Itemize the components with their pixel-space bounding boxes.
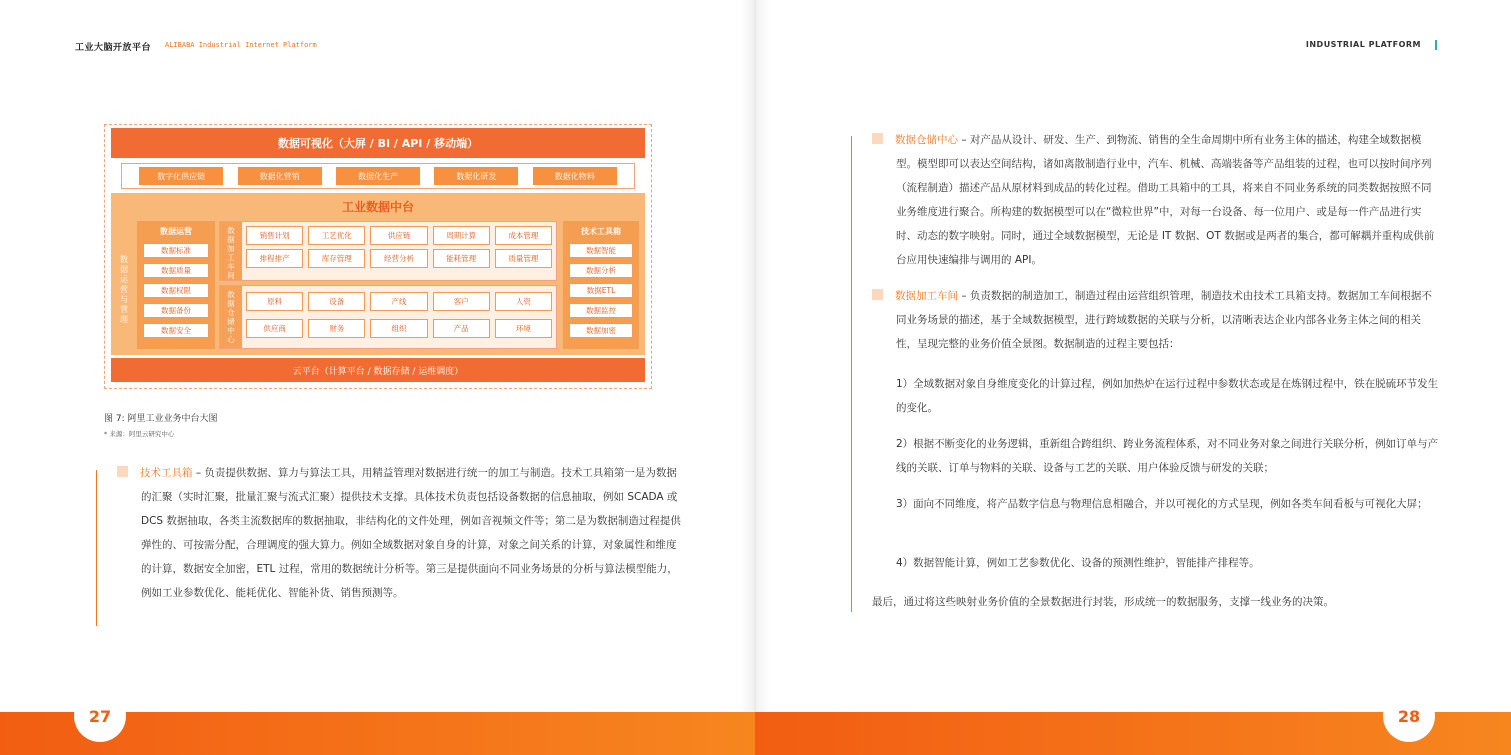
app-chip: 数字化供应链 [139,167,223,185]
data-ops-title: 数据运营 [160,227,192,236]
header-accent-bar [1435,40,1437,50]
figure-caption: 图 7: 阿里工业业务中台大图 [104,414,218,424]
data-storage-box [219,285,557,349]
book-gutter [740,0,770,712]
right-accent-line [851,136,852,612]
list-item: 4）数据智能计算，例如工艺参数优化、设备的预测性维护，智能排产排程等。 [896,557,1260,569]
square-bullet-icon [117,466,128,477]
closing-paragraph: 最后，通过将这些映射业务价值的全景数据进行封装，形成统一的数据服务，支撑一线业务的决策。 [872,596,1334,608]
square-bullet-icon [872,289,883,300]
ops-item: 数据备份 [143,303,209,318]
diagram-app-row [121,163,635,189]
list-item: 1）全域数据对象自身维度变化的计算过程，例如加热炉在运行过程中参数状态或是在炼钢过程中，铁在脱硫环节发生的变化。 [896,378,1439,414]
storage-item: 环境 [495,319,552,338]
diagram-data-platform [111,193,645,355]
page-number-right: 28 [1383,690,1435,742]
storage-item: 产品 [433,319,490,338]
tech-toolbox-title: 技术工具箱 [581,227,621,236]
ops-item: 数据质量 [143,263,209,278]
factory-item: 供应链 [370,226,427,245]
app-chip: 数据化研发 [434,167,518,185]
paragraph-text: – 对产品从设计、研发、生产、到物流、销售的全生命周期中所有业务主体的描述，构建全域数据模型。模型即可以表达空间结构，诸如离散制造行业中，汽车、机械、高端装备等产品组装的过程，也可以按时间序列（流程制造）描述产品从原材料到成品的转化过程。借助工具箱中的工具，将来自不同业务系统的同类数据按照不同业务维度进行聚合。所构建的数据模型可以在“微粒世界”中，对每一台设备、每一位用户、或是每一件产品进行实时、动态的数字映射。同时，通过全域数据模型，无论是 IT 数据、OT 数据或是两者的集合，都可解耦并重构成供前台应用快速编排与调用的 API。 [896,134,1435,266]
list-item: 2）根据不断变化的业务逻辑，重新组合跨组织、跨业务流程体系，对不同业务对象之间进行关联分析，例如订单与产线的关联、订单与物料的关联、设备与工艺的关联、用户体验反馈与研发的关联； [896,438,1439,474]
app-chip: 数据化生产 [336,167,420,185]
diagram-cloud-layer: 云平台（计算平台 / 数据存储 / 运维调度） [111,358,645,382]
factory-item: 工艺优化 [308,226,365,245]
storage-grid [246,292,552,338]
left-accent-line [96,470,97,626]
storage-item: 组织 [370,319,427,338]
data-platform-title: 工业数据中台 [341,200,414,214]
ops-item: 数据权限 [143,283,209,298]
tool-item: 数据智能 [569,243,633,258]
storage-item: 设备 [308,292,365,311]
factory-item: 库存管理 [308,249,365,268]
term-data-factory: 数据加工车间 [895,290,958,302]
header-right-label: INDUSTRIAL PLATFORM [1305,40,1421,49]
factory-grid [246,226,552,268]
header-title: 工业大脑开放平台 [75,43,152,53]
factory-item: 排程排产 [246,249,303,268]
data-factory-label: 数据加工车间 [227,226,235,280]
storage-item: 人资 [495,292,552,311]
storage-item: 产线 [370,292,427,311]
ops-item: 数据安全 [143,323,209,338]
diagram-visualization-layer: 数据可视化（大屏 / BI / API / 移动端） [111,128,645,158]
app-chip: 数据化物料 [533,167,617,185]
header-subtitle: ALIBABA Industrial Internet Platform [165,41,317,49]
tech-toolbox-paragraph [141,461,681,605]
factory-item: 成本管理 [495,226,552,245]
factory-item: 周期计算 [433,226,490,245]
list-item: 3）面向不同维度，将产品数字信息与物理信息相融合，并以可视化的方式呈现，例如各类车间看板与可视化大屏； [896,498,1428,510]
tool-item: 数据分析 [569,263,633,278]
factory-item: 能耗管理 [433,249,490,268]
storage-item: 原料 [246,292,303,311]
data-ops-column [137,221,215,349]
storage-item: 客户 [433,292,490,311]
tech-toolbox-column [563,221,639,349]
figure-source: * 来源：阿里云研究中心 [104,430,175,438]
ops-item: 数据标准 [143,243,209,258]
ops-side-label: 数据运营与管理 [120,255,128,324]
data-factory-box [219,221,557,281]
storage-item: 财务 [308,319,365,338]
architecture-diagram [104,124,652,389]
paragraph-text: – 负责提供数据、算力与算法工具，用精益管理对数据进行统一的加工与制造。技术工具箱第一是为数据的汇聚（实时汇聚，批量汇聚与流式汇聚）提供技术支撑。具体技术负责包括设备数据的信息抽取，例如 SCADA 或 DCS 数据抽取，各类主流数据库的数据抽取，非结构化的文件处理，例如音视频文件等；第二是为数据制造过程提供弹性的、可按需分配，合理调度的强大算力。例如全域数据对象自身的计算，对象之间关系的计算，对象属性和维度的计算，数据安全加密，ETL 过程，常用的数据统计分析等。第三是提供面向不同业务场景的分析与算法模型能力，例如工业参数优化、能耗优化、智能补货、销售预测等。 [141,467,681,599]
data-factory-paragraph [896,284,1441,356]
page-number-left: 27 [74,690,126,742]
tool-item: 数据加密 [569,323,633,338]
factory-item: 销售计划 [246,226,303,245]
factory-item: 经营分析 [370,249,427,268]
tool-item: 数据监控 [569,303,633,318]
square-bullet-icon [872,133,883,144]
storage-item: 供应商 [246,319,303,338]
term-data-storage: 数据仓储中心 [895,134,958,146]
data-storage-paragraph [896,128,1441,272]
factory-item: 质量管理 [495,249,552,268]
paragraph-text: – 负责数据的制造加工，制造过程由运营组织管理，制造技术由技术工具箱支持。数据加工车间根据不同业务场景的描述，基于全域数据模型，进行跨域数据的关联与分析，以清晰表达企业内部各业务主体之间的相关性，呈现完整的业务价值全景图。数据制造的过程主要包括： [896,290,1432,350]
tool-item: 数据ETL [569,283,633,298]
term-tech-toolbox: 技术工具箱 [140,467,193,479]
data-storage-label: 数据仓储中心 [227,290,235,344]
app-chip: 数据化营销 [238,167,322,185]
